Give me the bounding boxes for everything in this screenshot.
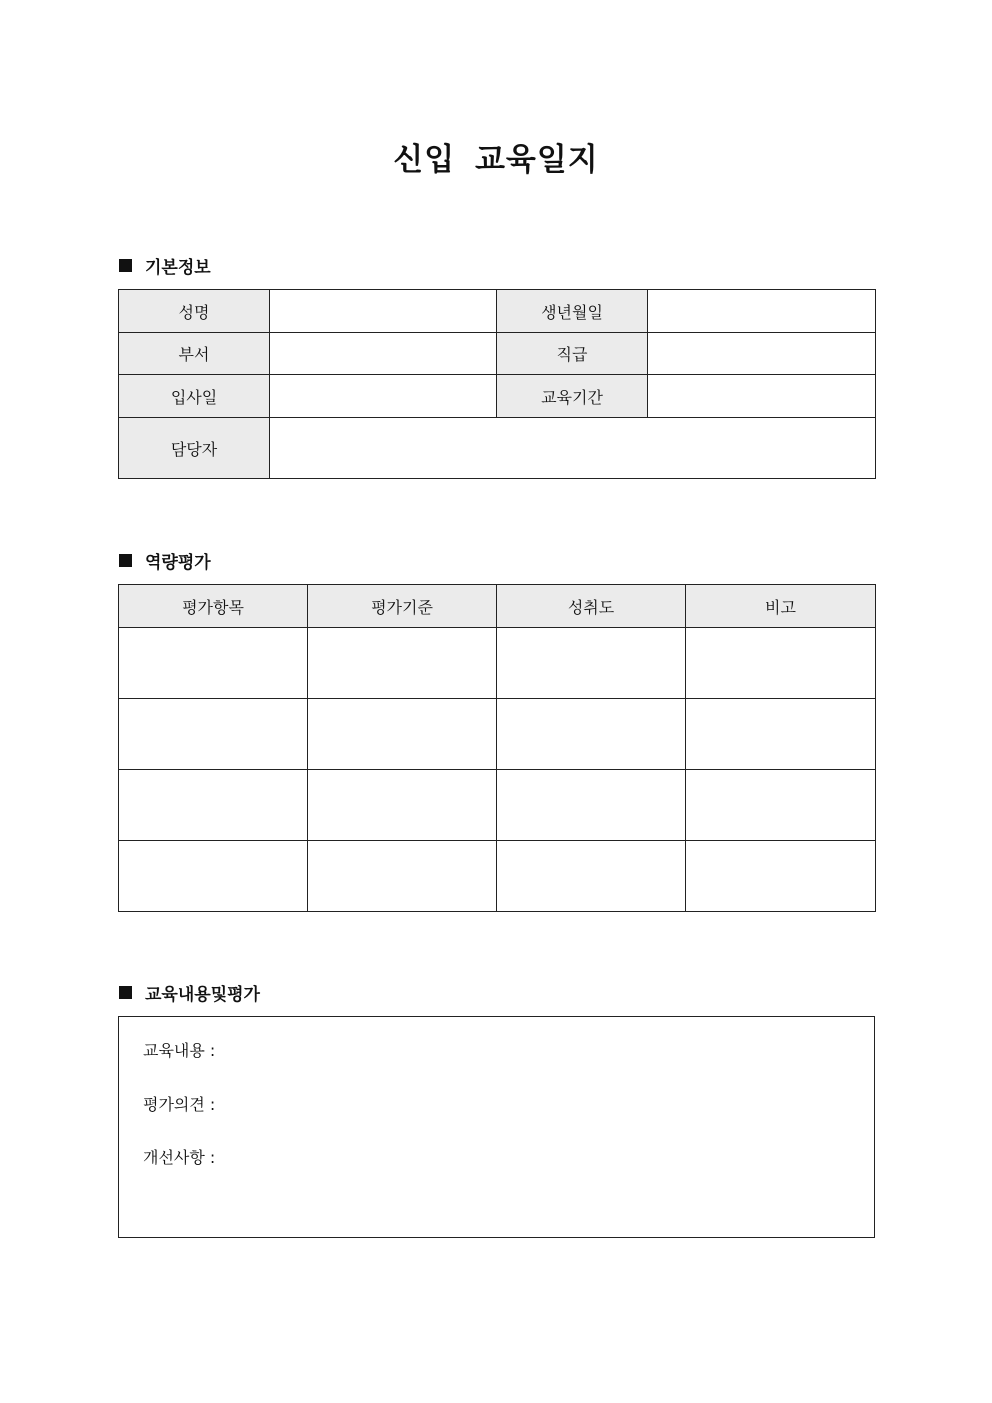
evaluation-opinion-label: 평가의견 : (143, 1095, 216, 1114)
evaluation-table (118, 584, 876, 912)
name-field[interactable] (270, 290, 497, 333)
table-cell[interactable] (308, 841, 497, 912)
content-eval-heading (119, 980, 260, 1004)
table-cell[interactable] (686, 699, 876, 770)
column-header-item: 평가항목 (119, 585, 308, 628)
basic-info-table (118, 289, 876, 479)
training-content-label: 교육내용 : (143, 1041, 216, 1060)
table-cell[interactable] (497, 699, 686, 770)
basic-info-heading-text: 기본정보 (145, 257, 211, 278)
table-row (119, 841, 876, 912)
position-field[interactable] (648, 333, 876, 375)
table-cell[interactable] (119, 841, 308, 912)
table-cell[interactable] (497, 770, 686, 841)
table-cell[interactable] (119, 628, 308, 699)
square-bullet-icon (119, 259, 132, 272)
content-eval-box[interactable] (118, 1016, 875, 1238)
table-row (119, 699, 876, 770)
dept-label: 부서 (119, 333, 270, 375)
table-cell[interactable] (119, 770, 308, 841)
table-cell[interactable] (686, 770, 876, 841)
column-header-criteria: 평가기준 (308, 585, 497, 628)
square-bullet-icon (119, 554, 132, 567)
birth-field[interactable] (648, 290, 876, 333)
name-label: 성명 (119, 290, 270, 333)
table-cell[interactable] (119, 699, 308, 770)
table-cell[interactable] (308, 699, 497, 770)
evaluation-heading-text: 역량평가 (145, 552, 211, 573)
table-row (119, 770, 876, 841)
column-header-remarks: 비고 (686, 585, 876, 628)
dept-field[interactable] (270, 333, 497, 375)
content-eval-heading-text: 교육내용및평가 (145, 984, 260, 1005)
manager-field[interactable] (270, 418, 876, 479)
training-period-field[interactable] (648, 375, 876, 418)
table-cell[interactable] (686, 628, 876, 699)
improvement-label: 개선사항 : (143, 1148, 216, 1167)
evaluation-heading (119, 548, 211, 572)
training-period-label: 교육기간 (497, 375, 648, 418)
table-row (119, 628, 876, 699)
table-cell[interactable] (308, 770, 497, 841)
table-cell[interactable] (686, 841, 876, 912)
table-cell[interactable] (497, 841, 686, 912)
join-date-field[interactable] (270, 375, 497, 418)
basic-info-heading (119, 253, 211, 277)
column-header-achievement: 성취도 (497, 585, 686, 628)
table-cell[interactable] (308, 628, 497, 699)
manager-label: 담당자 (119, 418, 270, 479)
table-cell[interactable] (497, 628, 686, 699)
join-date-label: 입사일 (119, 375, 270, 418)
document-title: 신입 교육일지 (393, 142, 599, 178)
position-label: 직급 (497, 333, 648, 375)
birth-label: 생년월일 (497, 290, 648, 333)
square-bullet-icon (119, 986, 132, 999)
